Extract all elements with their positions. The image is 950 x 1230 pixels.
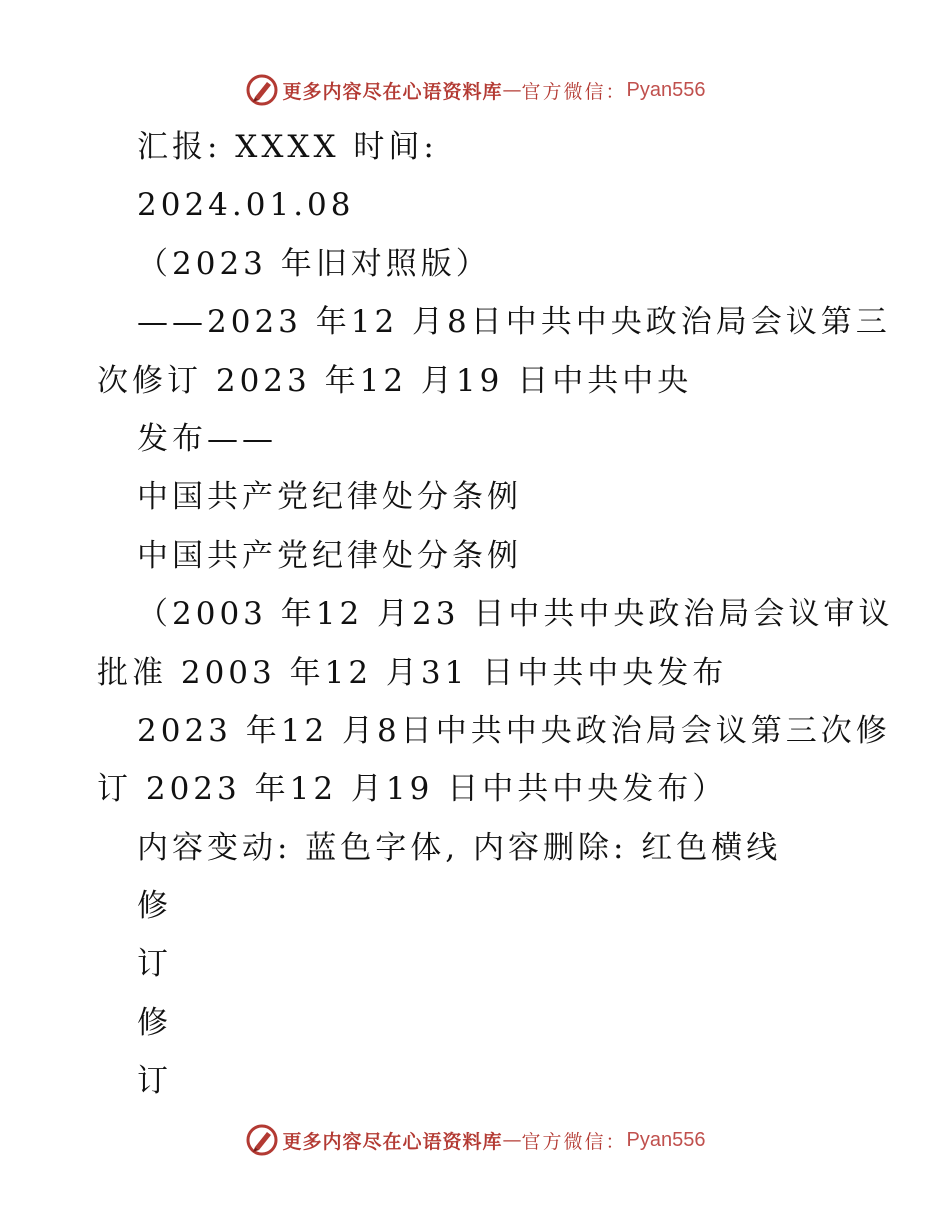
vertical-char: 修 [137, 888, 172, 925]
history-line-2-cont: 订 2023 年12 月19 日中共中央发布） [97, 771, 728, 808]
watermark-wechat-label: 官方微信： [521, 80, 627, 103]
watermark-site-text: 更多内容尽在心语资料库 [282, 80, 503, 103]
revision-line-cont: 次修订 2023 年12 月19 日中共中央 [97, 362, 693, 399]
vertical-char: 修 [137, 1004, 172, 1041]
document-title-repeat: 中国共产党纪律处分条例 [137, 537, 522, 574]
history-line-2: 2023 年12 月8日中共中央政治局会议第三次修 [137, 712, 891, 749]
watermark-wechat-id: Pyan556 [626, 78, 706, 101]
pen-logo-icon [245, 73, 279, 107]
watermark-wechat-id: Pyan556 [626, 1128, 706, 1151]
history-line: （2003 年12 月23 日中共中央政治局会议审议 [137, 596, 894, 633]
watermark-site-text: 更多内容尽在心语资料库 [282, 1130, 503, 1153]
watermark-separator: — [502, 79, 522, 101]
pen-logo-icon [245, 1123, 279, 1157]
vertical-char: 订 [137, 946, 172, 983]
revision-line: ——2023 年12 月8日中共中央政治局会议第三 [137, 304, 891, 341]
watermark-banner-bottom [0, 1120, 950, 1160]
vertical-char: 订 [137, 1063, 172, 1100]
history-line-cont: 批准 2003 年12 月31 日中共中央发布 [97, 654, 728, 691]
document-title: 中国共产党纪律处分条例 [137, 479, 522, 516]
version-line: （2023 年旧对照版） [137, 245, 491, 282]
report-line: 汇报: XXXX 时间: [137, 129, 438, 165]
watermark-separator: — [502, 1129, 522, 1151]
date-line: 2024.01.08 [137, 187, 355, 224]
publish-line: 发布—— [137, 420, 277, 457]
watermark-wechat-label: 官方微信： [521, 1130, 627, 1153]
document-body [97, 118, 897, 1111]
legend-line: 内容变动: 蓝色字体, 内容删除: 红色横线 [137, 829, 782, 866]
watermark-banner-top [0, 70, 950, 110]
